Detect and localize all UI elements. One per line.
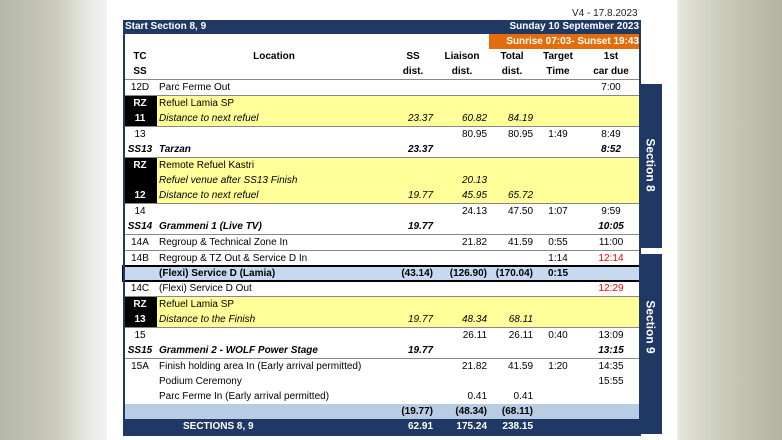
total-cell: 84.19 [489,111,535,127]
liaison-cell: 21.82 [435,359,489,375]
target-cell [535,389,581,404]
location-cell: Parc Ferme Out [157,80,391,96]
first-car-cell [581,173,641,188]
ss-cell [391,389,435,404]
total-cell: 0.41 [513,391,534,402]
section-8-label: Section 8 [643,138,658,192]
ss-cell [391,251,435,267]
first-car-cell: 14:35 [581,359,641,375]
table-row [123,281,641,297]
tc-cell: 13 [123,127,157,143]
target-cell [535,158,581,174]
location-cell: Distance to next refuel [157,111,391,127]
liaison-cell: 20.13 [435,173,489,188]
tc-cell: 14A [123,235,157,251]
table-row [123,343,641,359]
subtotal-ss: (19.77) [391,404,435,419]
location-cell: Refuel Lamia SP [157,297,391,313]
table-row [123,127,641,143]
target-cell: 0:40 [535,328,581,344]
ss-cell: 23.37 [391,111,435,127]
first-car-cell [581,188,641,204]
header-row [123,20,641,34]
tc-cell: SS14 [127,221,153,232]
location-cell [157,127,391,143]
first-car-cell: 12:14 [581,251,641,267]
liaison-cell: 48.34 [435,312,489,328]
liaison-cell [435,80,489,96]
target-cell: 1:14 [535,251,581,267]
location-cell: (Flexi) Service D (Lamia) [157,266,391,281]
table-row [123,204,641,220]
target-cell [535,111,581,127]
tc-cell: 15 [123,328,157,344]
target-cell [535,343,581,359]
total-cell [489,158,535,174]
first-car-cell: 12:29 [598,283,624,294]
table-row [123,188,641,204]
table-row [123,235,641,251]
table-row [123,251,641,267]
liaison-cell [435,297,489,313]
total-first-car [581,419,641,434]
liaison-cell [435,343,489,359]
table-row [123,374,641,389]
table-row [123,142,641,158]
liaison-cell: 24.13 [435,204,489,220]
liaison-cell [435,374,489,389]
liaison-cell: 26.11 [435,328,489,344]
total-liaison: 175.24 [435,419,489,434]
ss-cell [391,204,435,220]
total-tc [123,419,157,434]
tc-cell: 12 [123,188,157,204]
first-car-cell: 10:05 [598,221,624,232]
table-row [123,328,641,344]
total-cell: 41.59 [489,235,535,251]
tc-cell: SS15 [127,345,153,356]
location-cell: Tarzan [159,144,191,155]
ss-cell [391,158,435,174]
col-target-sub: Time [546,65,570,77]
total-cell [489,343,535,359]
total-total: 238.15 [489,419,535,434]
liaison-cell [435,281,489,297]
first-car-cell: 8:52 [601,144,622,155]
total-cell [489,281,535,297]
target-cell [535,312,581,328]
first-car-cell [581,266,641,281]
location-cell: Regroup & Technical Zone In [157,235,391,251]
location-cell [157,204,391,220]
first-car-cell: 13:15 [598,345,624,356]
liaison-cell: 21.82 [435,235,489,251]
column-header-row-2 [123,64,641,80]
col-location: Location [253,50,295,62]
total-cell [489,297,535,313]
col-ss: SS [406,50,420,62]
target-cell [535,173,581,188]
location-cell: Refuel venue after SS13 Finish [157,173,391,188]
total-cell [489,219,535,235]
subtotal-tc [123,404,157,419]
service-row [123,266,641,281]
target-cell [535,188,581,204]
location-cell: Refuel Lamia SP [157,96,391,112]
ss-cell [391,235,435,251]
first-car-cell [581,158,641,174]
sections-total-row [123,419,641,434]
first-car-cell [581,389,641,404]
event-date: Sunday 10 September 2023 [435,20,641,34]
ss-cell: 19.77 [407,221,434,232]
location-cell: Podium Ceremony [159,376,242,387]
location-cell: Grammeni 2 - WOLF Power Stage [159,345,318,356]
total-cell: 47.50 [489,204,535,220]
subtotal-total: (68.11) [489,404,535,419]
col-total-sub: dist. [501,65,523,77]
tc-cell [123,173,157,188]
ss-cell: 19.77 [407,345,434,356]
total-cell [489,96,535,112]
location-cell: Grammeni 1 (Live TV) [159,221,262,232]
first-car-cell: 8:49 [581,127,641,143]
liaison-cell [435,142,489,158]
location-cell: (Flexi) Service D Out [159,283,252,294]
liaison-cell: 0.41 [467,391,488,402]
target-cell [535,96,581,112]
tc-cell: RZ [123,158,157,174]
total-cell [489,374,535,389]
ss-cell [391,96,435,112]
itinerary-table [123,20,641,434]
location-cell: Distance to next refuel [157,188,391,204]
target-cell [535,297,581,313]
tc-cell: SS13 [127,144,153,155]
col-liaison-sub: dist. [451,65,473,77]
location-cell: Regroup & TZ Out & Service D In [157,251,391,267]
table-row [123,158,641,174]
tc-cell: RZ [123,96,157,112]
tc-cell: 14 [123,204,157,220]
sun-row [123,34,641,49]
col-tc-sub: SS [133,65,147,77]
table-row [123,96,641,112]
table-row [123,359,641,375]
table-row [123,111,641,127]
ss-cell [391,328,435,344]
table-row [123,389,641,404]
liaison-cell [435,158,489,174]
subtotal-liaison: (48.34) [435,404,489,419]
col-target: Target [543,50,573,62]
tc-cell [123,266,157,281]
tc-cell: 12D [123,80,157,96]
ss-cell [391,127,435,143]
ss-cell [391,281,435,297]
first-car-cell [581,297,641,313]
total-cell [489,251,535,267]
liaison-cell [435,219,489,235]
total-cell [489,173,535,188]
liaison-cell: 45.95 [435,188,489,204]
tc-cell: 15A [123,359,157,375]
target-cell: 1:20 [535,359,581,375]
total-cell: 80.95 [489,127,535,143]
col-location-sub [157,64,391,80]
ss-cell [391,374,435,389]
table-row [123,312,641,328]
table-row [123,80,641,96]
col-total: Total [500,50,524,62]
tc-cell: 13 [123,312,157,328]
table-row [123,297,641,313]
location-cell [157,328,391,344]
col-ss-sub: dist. [402,65,424,77]
tc-cell: RZ [123,297,157,313]
tc-cell: 14B [123,251,157,267]
total-cell: (170.04) [489,266,535,281]
table-row [123,173,641,188]
liaison-cell: (126.90) [435,266,489,281]
col-first-car: 1st [603,50,619,62]
tc-cell [123,374,157,389]
first-car-cell [581,111,641,127]
ss-cell [391,173,435,188]
target-cell: 1:07 [535,204,581,220]
section-9-label: Section 9 [643,300,658,354]
first-car-cell: 11:00 [581,235,641,251]
first-car-cell: 9:59 [581,204,641,220]
total-cell: 68.11 [489,312,535,328]
target-cell [535,281,581,297]
total-cell: 26.11 [489,328,535,344]
table-row [123,219,641,235]
liaison-cell: 80.95 [435,127,489,143]
target-cell: 0:15 [535,266,581,281]
ss-cell: 19.77 [391,188,435,204]
col-liaison: Liaison [444,50,480,62]
total-cell [489,142,535,158]
location-cell: Parc Ferme In (Early arrival permitted) [159,391,330,402]
location-cell: Remote Refuel Kastri [157,158,391,174]
version-label: V4 - 17.8.2023 [572,8,638,19]
target-cell [535,219,581,235]
subtotal-label [157,404,391,419]
first-car-cell: 7:00 [581,80,641,96]
target-cell [535,142,581,158]
col-first-car-sub: car due [593,65,629,77]
tc-cell: 14C [130,283,150,294]
subtotal-row [123,404,641,419]
sunrise-sunset: Sunrise 07:03- Sunset 19:43 [489,34,641,49]
column-header-row-1 [123,49,641,64]
subtotal-first-car [581,404,641,419]
total-label: SECTIONS 8, 9 [157,419,391,434]
tc-cell: 11 [123,111,157,127]
target-cell: 1:49 [535,127,581,143]
total-ss: 62.91 [391,419,435,434]
ss-cell [391,80,435,96]
total-cell: 41.59 [489,359,535,375]
total-cell: 65.72 [489,188,535,204]
target-cell: 0:55 [535,235,581,251]
section-title: Start Section 8, 9 [123,20,435,34]
target-cell [535,374,581,389]
target-cell [535,80,581,96]
tc-cell [123,389,157,404]
section-8-band [639,84,662,248]
liaison-cell [435,251,489,267]
first-car-cell [581,96,641,112]
col-tc: TC [133,50,147,62]
total-cell [489,80,535,96]
ss-cell: 23.37 [407,144,434,155]
location-cell: Finish holding area In (Early arrival permitted) [157,359,391,375]
first-car-cell: 13:09 [581,328,641,344]
liaison-cell: 60.82 [435,111,489,127]
ss-cell: (43.14) [391,266,435,281]
total-target [535,419,581,434]
ss-cell [391,359,435,375]
location-cell: Distance to the Finish [157,312,391,328]
first-car-cell: 15:55 [598,376,624,387]
ss-cell: 19.77 [391,312,435,328]
section-9-band [639,254,662,434]
first-car-cell [581,312,641,328]
liaison-cell [435,96,489,112]
ss-cell [391,297,435,313]
subtotal-target [535,404,581,419]
